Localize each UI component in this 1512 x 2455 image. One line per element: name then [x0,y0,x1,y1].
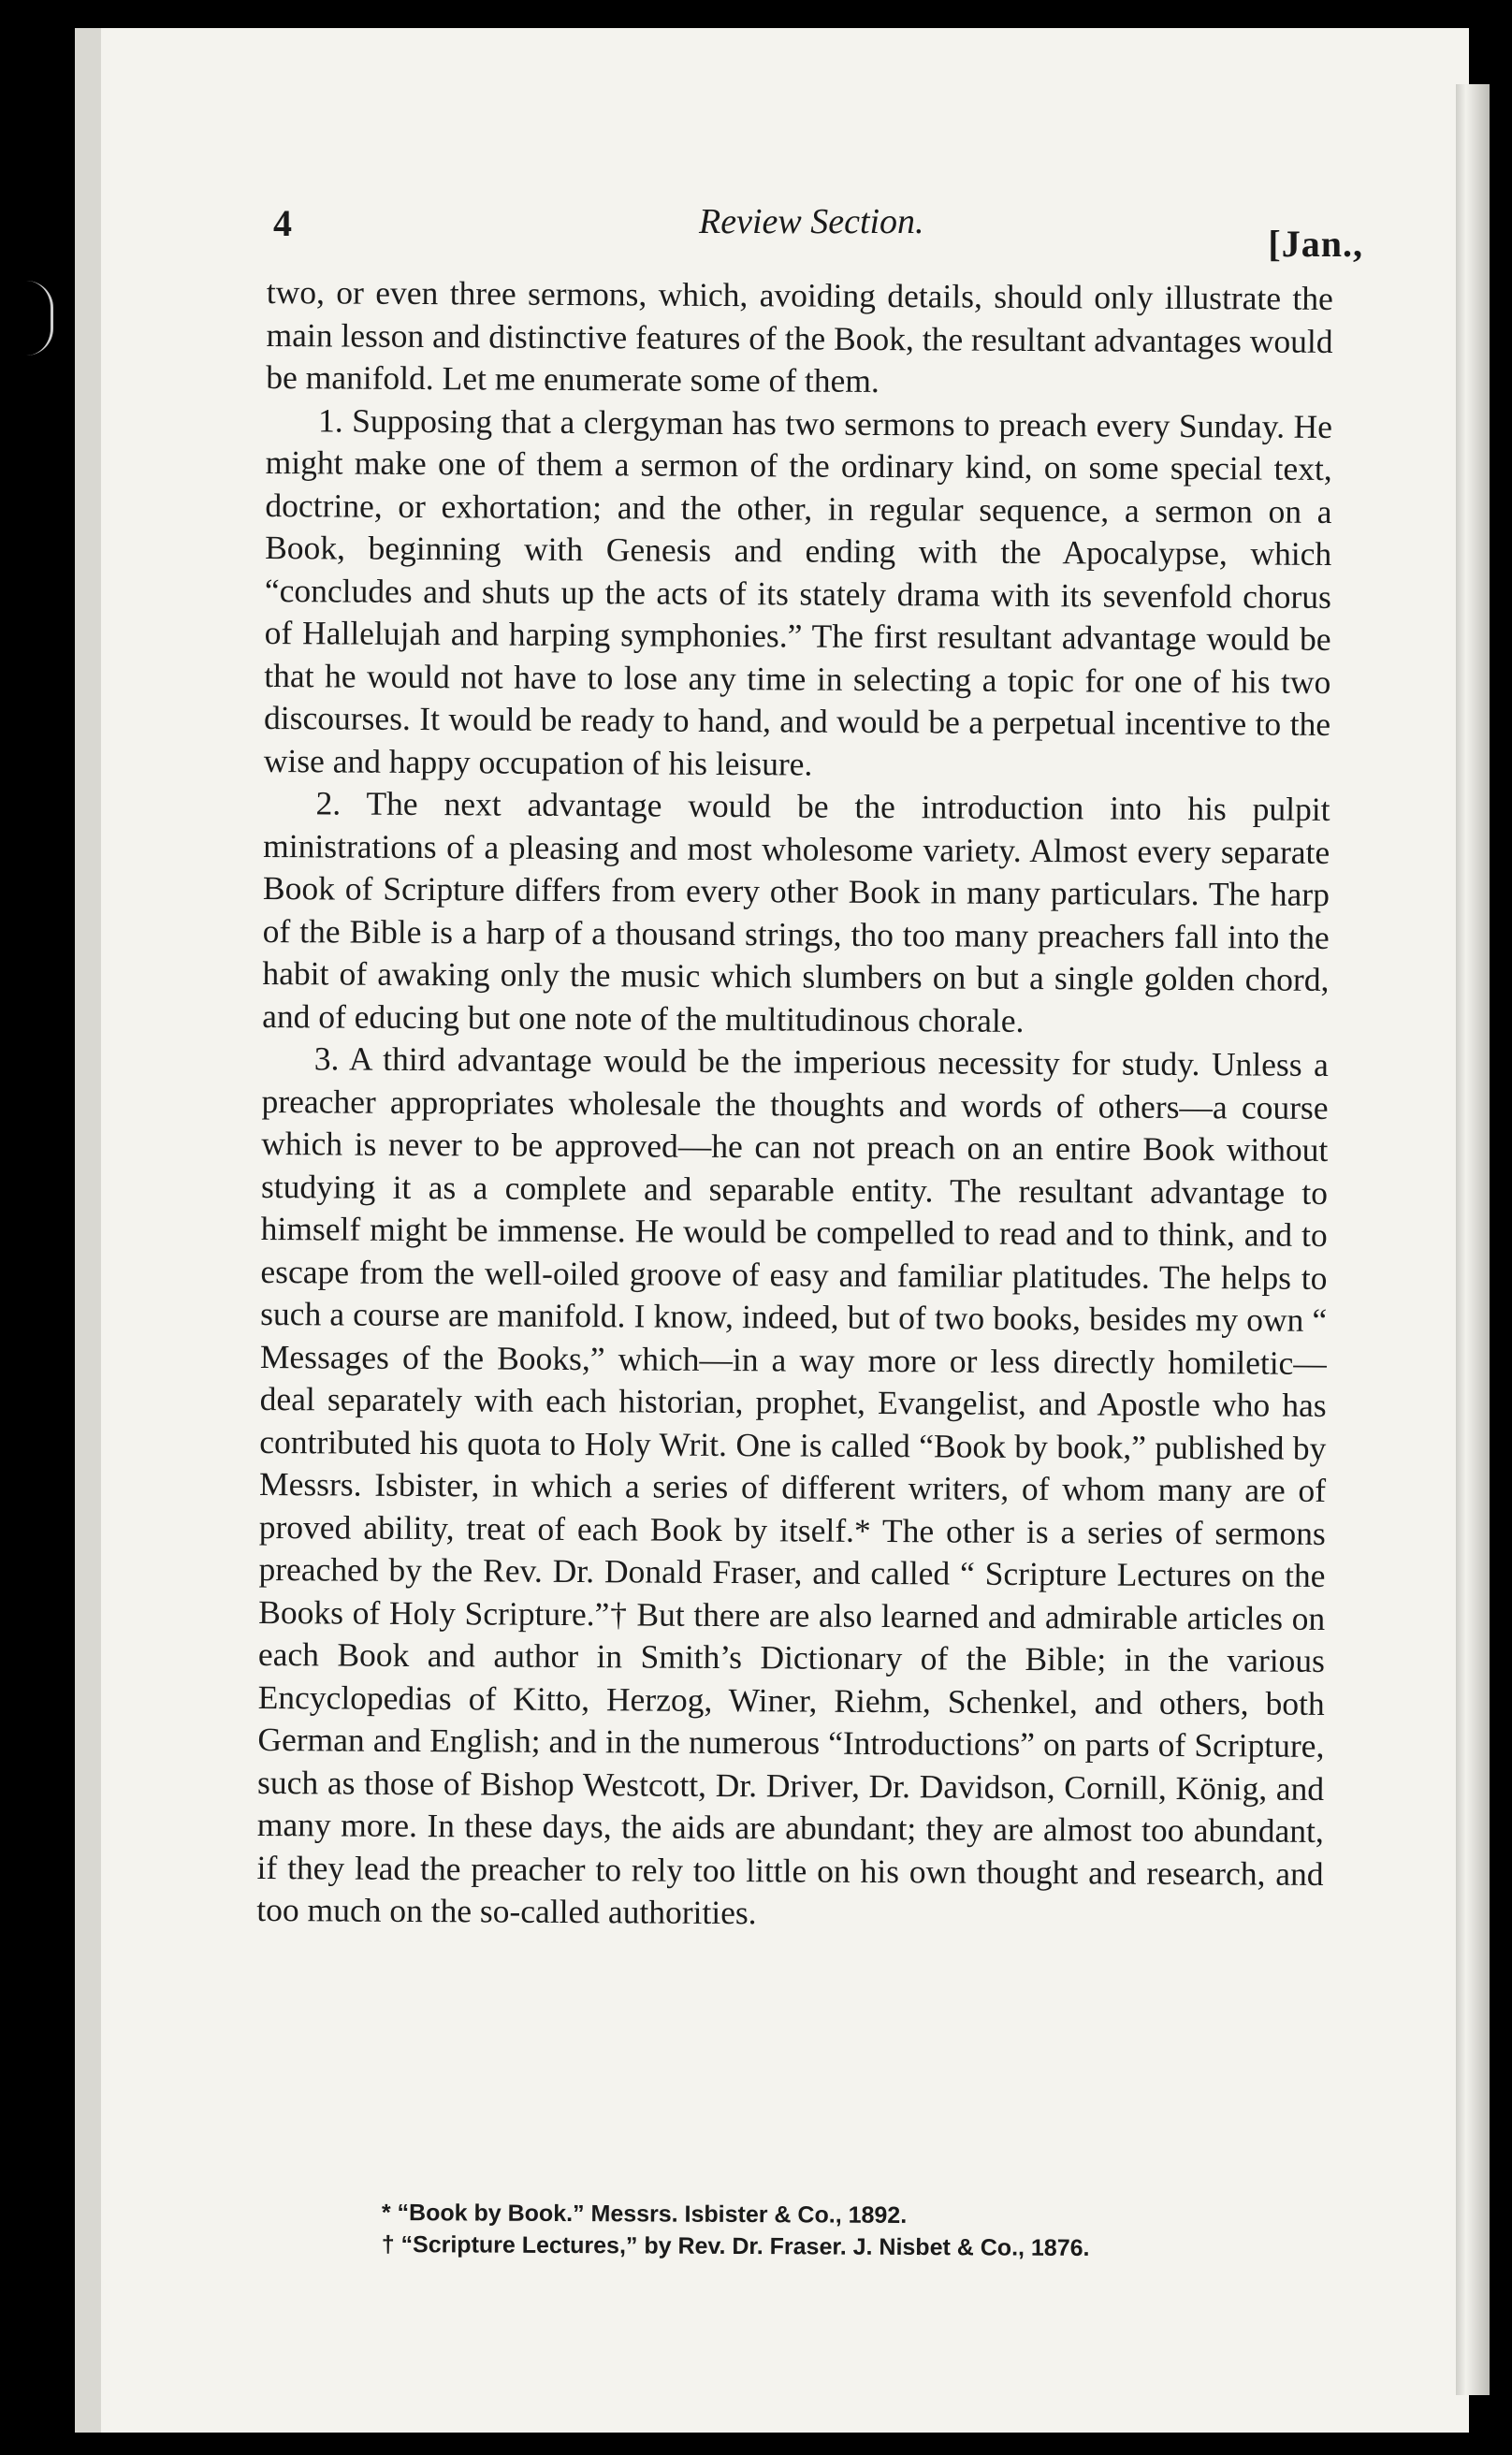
body-text [256,271,1333,1938]
footnotes [382,2197,1224,2265]
footnote: † “Scripture Lectures,” by Rev. Dr. Fraser. J. Nisbet & Co., 1876. [381,2230,1090,2261]
page-header [273,201,1363,267]
paragraph: 1. Supposing that a clergyman has two sermons to preach every Sunday. He might make one of them a sermon of the ordinary kind, on some special text, doctrine, or exhortation; and the other, in regular sequence, a sermon on a Book, beginning with Genesis and ending with the Apocalypse, which “concludes and shuts up the acts of its stately drama with its sevenfold chorus of Hallelujah and harping symphonies.” The first resultant advantage would be that he would not have to lose any time in selecting a topic for one of his two discourses. It would be ready to hand, and would be a perpetual incentive to the wise and happy occupation of his leisure. [263,400,1333,783]
paragraph: 3. A third advantage would be the imperious necessity for study. Unless a preacher appropriates wholesale the thoughts and words of others—a course which is never to be approved—he can not preach on an entire Book without studying it as a complete and separable entity. The resultant advantage to himself might be immense. He would be compelled to read and to think, and to escape from the well-oiled groove of easy and familiar platitudes. The helps to such a course are manifold. I know, indeed, but of two books, besides my own “ Messages of the Books,” which—in a way more or less directly homiletic—deal separately with each historian, prophet, Evangelist, and Apostle who has contributed his quota to Holy Writ. One is called “Book by book,” published by Messrs. Isbister, in which a series of different writers, of whom many are of proved ability, treat of each Book by itself.* The other is a series of sermons preached by the Rev. Dr. Donald Fraser, and called “ Scripture Lectures on the Books of Holy Scripture.”† But there are also learned and admirable articles on each Book and author in Smith’s Dictionary of the Bible; in the various Encyclopedias of Kitto, Herzog, Winer, Riehm, Schenkel, and others, both German and English; and in the numerous “Introductions” on parts of Scripture, such as those of Bishop Westcott, Dr. Driver, Dr. Davidson, Cornill, König, and many more. In these days, the aids are abundant; they are almost too abundant, if they lead the preacher to rely too little on his own thought and research, and too much on the so-called authorities. [256,1039,1329,1932]
page-edge [1456,84,1490,2395]
running-head: Review Section. [699,202,924,241]
footnote: * “Book by Book.” Messrs. Isbister & Co., 1892. [381,2200,908,2229]
page-margin-mark [26,281,53,356]
paragraph: 2. The next advantage would be the introduction into his pulpit ministrations of a pleasing and most wholesome variety. Almost every separate Book of Scripture differs from every other Book in many particulars. The harp of the Bible is a harp of a thousand strings, tho too many preachers fall into the habit of awaking only the music which slumbers on but a single golden chord, and of educing but one note of the multitudinous chorale. [262,784,1330,1039]
issue-month: [Jan., [1268,223,1363,265]
page-number: 4 [273,202,292,244]
paragraph: two, or even three sermons, which, avoiding details, should only illustrate the main lesson and distinctive features of the Book, the resultant advantages would be manifold. Let me enumerate some of them. [266,272,1333,400]
